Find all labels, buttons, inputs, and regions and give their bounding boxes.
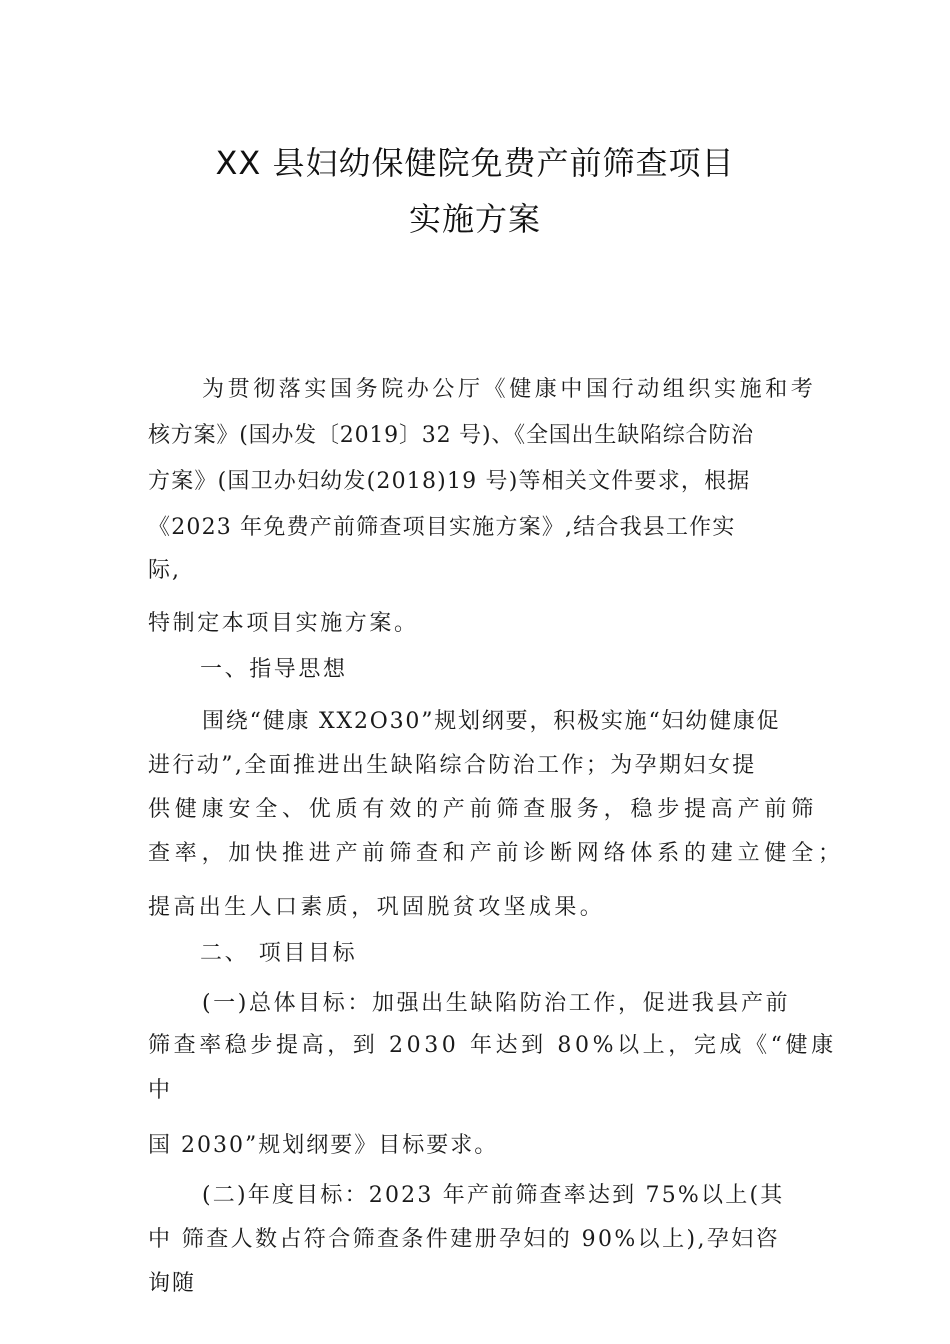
section-heading: 二、 项目目标 (200, 941, 358, 966)
body-line: 国 2030”规划纲要》目标要求。 (148, 1133, 499, 1158)
body-line: 中 筛查人数占符合筛查条件建册孕妇的 90%以上),孕妇咨 (148, 1227, 781, 1252)
document-title-line-1: XX 县妇幼保健院免费产前筛查项目 (215, 144, 735, 182)
body-line: 提高出生人口素质，巩固脱贫攻坚成果。 (148, 895, 606, 920)
section-heading: 一、指导思想 (200, 657, 348, 682)
body-line: (一)总体目标：加强出生缺陷防治工作，促进我县产前 (202, 991, 791, 1016)
body-line: (二)年度目标：2023 年产前筛查率达到 75%以上(其 (202, 1183, 785, 1208)
body-line: 中 (148, 1078, 173, 1103)
body-line: 《2023 年免费产前筛查项目实施方案》,结合我县工作实 (148, 515, 736, 540)
body-line: 为贯彻落实国务院办公厅《健康中国行动组织实施和考 (202, 377, 817, 402)
body-line: 际, (148, 558, 181, 583)
body-line: 询随 (148, 1271, 197, 1296)
body-line: 查率，加快推进产前筛查和产前诊断网络体系的建立健全； (148, 841, 845, 866)
body-line: 核方案》(国办发〔2019〕32 号)、《全国出生缺陷综合防治 (148, 423, 754, 448)
document-title-line-2: 实施方案 (408, 200, 541, 238)
body-line: 特制定本项目实施方案。 (148, 611, 419, 636)
body-line: 围绕“健康 XX2O30”规划纲要，积极实施“妇幼健康促 (202, 709, 781, 734)
body-line: 进行动”,全面推进出生缺陷综合防治工作；为孕期妇女提 (148, 753, 757, 778)
body-line: 筛查率稳步提高，到 2030 年达到 80%以上，完成《“健康 (148, 1033, 837, 1058)
body-line: 供健康安全、优质有效的产前筛查服务，稳步提高产前筛 (148, 797, 819, 822)
body-line: 方案》(国卫办妇幼发(2018)19 号)等相关文件要求，根据 (148, 469, 751, 494)
